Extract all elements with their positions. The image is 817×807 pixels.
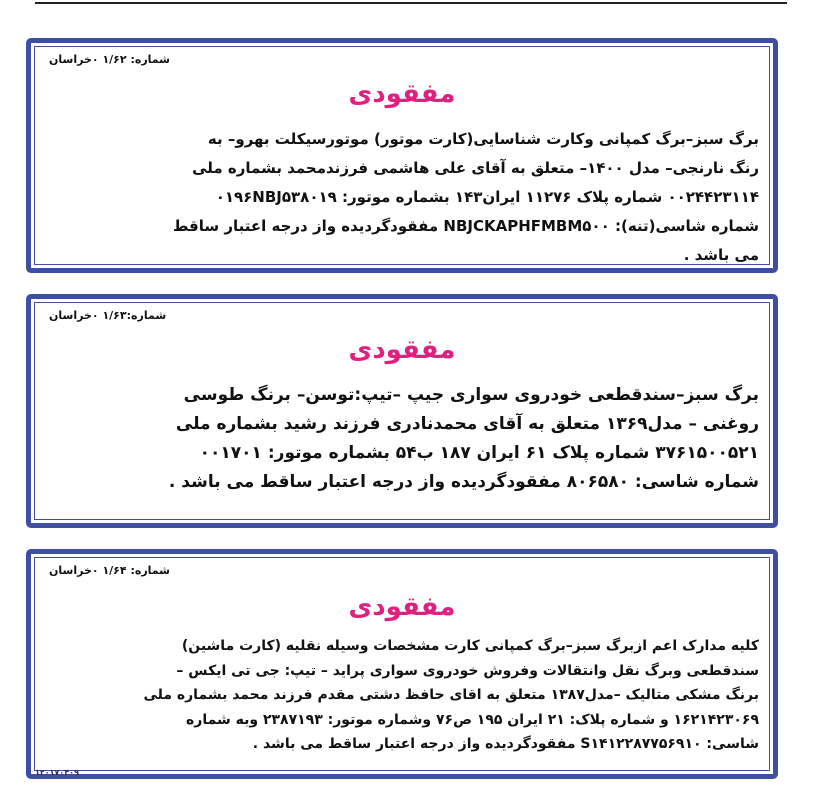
notice-line: سندقطعی وبرگ نقل وانتقالات وفروش خودروی سواری پراید – تیپ: جی تی ایکس – <box>176 662 759 679</box>
top-rule <box>35 2 787 4</box>
notice-line: ۱۶۲۱۴۲۳۰۶۹ و شماره پلاک: ۲۱ ایران ۱۹۵ ص۷۶ وشماره موتور: ۲۳۸۷۱۹۳ وبه شماره <box>186 711 759 728</box>
notice-line: ۳۷۶۱۵۰۰۵۲۱ شماره پلاک ۶۱ ایران ۱۸۷ ب۵۴ بشماره موتور: ۰۰۱۷۰۱ <box>199 443 759 463</box>
notice-line: رنگ نارنجی– مدل ۱۴۰۰– متعلق به آقای علی هاشمی فرزندمحمد بشماره ملی <box>192 159 759 177</box>
notice-line: شاسی: S۱۴۱۲۲۸۷۷۵۶۹۱۰ مفقودگردیده واز درجه اعتبار ساقط می باشد . <box>252 736 759 752</box>
notice-line: شماره شاسی(تنه): NBJCKAPHFMBM۵۰۰ مفقودگردیده واز درجه اعتبار ساقط <box>172 217 759 235</box>
notice-3 <box>26 549 778 779</box>
notice-2 <box>26 294 778 528</box>
notice-title: مفقودی <box>348 592 456 622</box>
notice-line: ۰۰۲۴۴۲۳۱۱۴ شماره پلاک ۱۱۲۷۶ ایران۱۴۳ بشماره موتور: ۰۱۹۶NBJ۵۳۸۰۱۹ <box>215 188 759 206</box>
notice-line: برگ سبز–برگ کمپانی وکارت شناسایی(کارت موتور) موتورسیکلت بهرو– به <box>207 130 759 148</box>
notice-number: شماره: ۱/۶۲ ۰خراسان <box>49 53 171 66</box>
notice-body <box>45 634 759 757</box>
notice-body <box>45 381 759 497</box>
notice-line: برگ سبز–سندقطعی خودروی سواری جیپ –تیپ:توسن– برنگ طوسی <box>183 385 759 405</box>
notice-number: شماره: ۱/۶۴ ۰خراسان <box>49 564 171 577</box>
notice-line: کلیه مدارک اعم ازبرگ سبز–برگ کمپانی کارت مشخصات وسیله نقلیه (کارت ماشین) <box>181 638 759 654</box>
notice-line: روغنی – مدل۱۳۶۹ متعلق به آقای محمدنادری فرزند رشید بشماره ملی <box>175 414 759 434</box>
notice-line: برنگ مشکی متالیک –مدل۱۳۸۷ متعلق به اقای حافظ دشتی مقدم فرزند محمد بشماره ملی <box>143 687 759 703</box>
notice-body <box>45 125 759 270</box>
notice-title: مفقودی <box>348 79 456 109</box>
notice-1 <box>26 38 778 273</box>
notice-line: می باشد . <box>683 246 759 264</box>
footer-code: ۱۲۰۱۷۰۴۰۹ <box>35 768 79 777</box>
notice-title: مفقودی <box>348 335 456 365</box>
notice-number: شماره:۱/۶۳ ۰خراسان <box>49 309 167 322</box>
notice-line: شماره شاسی: ۸۰۶۵۸۰ مفقودگردیده واز درجه اعتبار ساقط می باشد . <box>168 472 759 492</box>
